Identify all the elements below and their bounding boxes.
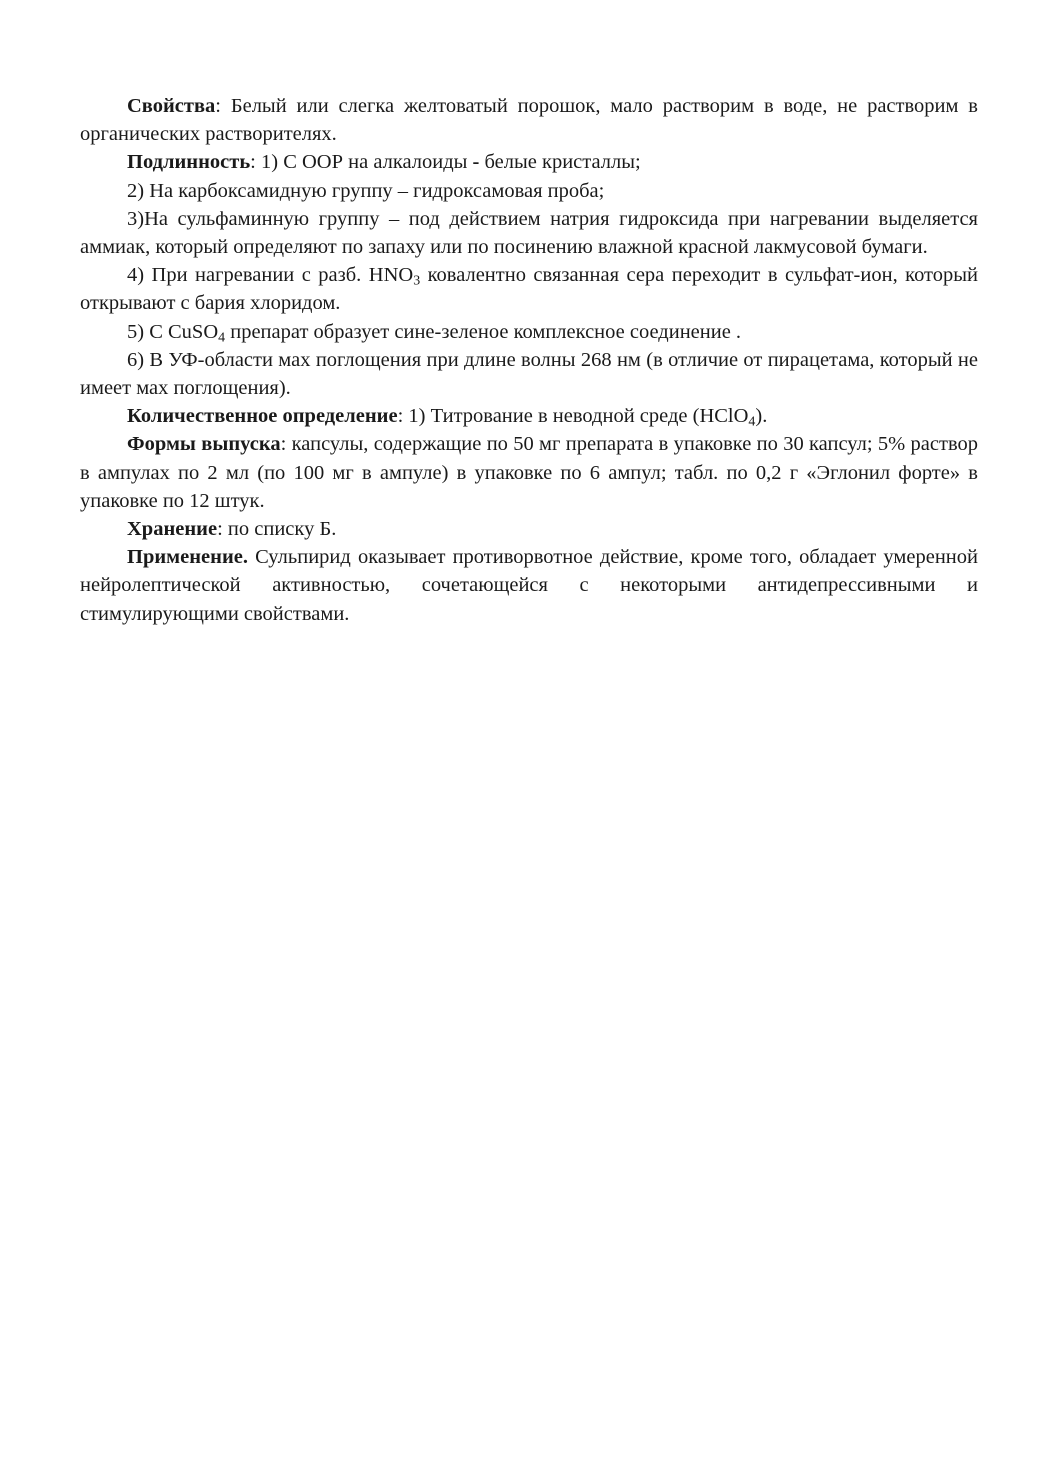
release-forms-heading: Формы выпуска bbox=[127, 433, 281, 456]
application-heading: Применение. bbox=[127, 546, 248, 569]
quantitative-subscript: 4 bbox=[748, 414, 756, 430]
document-page bbox=[80, 92, 978, 628]
quantitative-paragraph bbox=[80, 402, 978, 430]
authenticity-text-b: белые кристаллы; bbox=[479, 151, 641, 174]
item-5-text-a: 5) С CuSO bbox=[127, 320, 219, 343]
item-4-paragraph bbox=[80, 261, 978, 317]
properties-paragraph bbox=[80, 92, 978, 148]
item-4-text-b: ковалентно связанная сера переходит в сульфат-ион, который открывают с бария хлоридом. bbox=[80, 264, 978, 315]
item-3-paragraph: 3)На сульфаминную группу – под действием натрия гидроксида при нагревании выделяется аммиак, который определяют по запаху или по посинению влажной красной лакмусовой бумаги. bbox=[80, 207, 978, 259]
item-6-paragraph: 6) В УФ-области мах поглощения при длине волны 268 нм (в отличие от пирацетама, который не имеет мах поглощения). bbox=[80, 348, 978, 400]
item-5-text-b: препарат образует сине-зеленое комплексное соединение . bbox=[225, 320, 742, 343]
authenticity-heading: Подлинность bbox=[127, 151, 251, 174]
authenticity-text-a: : 1) С ООР на алкалоиды bbox=[250, 151, 473, 174]
storage-heading: Хранение bbox=[127, 518, 218, 541]
release-forms-text: : капсулы, содержащие по 50 мг препарата в упаковке по 30 капсул; 5% раствор в ампулах по 2 мл (по 100 мг в ампуле) в упаковке по 6 ампул; табл. по 0,2 г «Эглонил форте» в упаковке по 12 штук. bbox=[80, 433, 978, 512]
properties-text: : Белый или слегка желтоватый порошок, мало растворим в воде, не растворим в органических растворителях. bbox=[80, 95, 978, 146]
item-4-text-a: 4) При нагревании с разб. HNO bbox=[127, 264, 414, 287]
quantitative-heading: Количественное определение bbox=[127, 405, 398, 428]
quantitative-text-a: : 1) Титрование в неводной среде (HClO bbox=[397, 405, 749, 428]
release-forms-paragraph bbox=[80, 430, 978, 515]
application-text: Сульпирид оказывает противорвотное действие, кроме того, обладает умеренной нейролептической активностью, сочетающейся с некоторыми антидепрессивными и стимулирующими свойствами. bbox=[80, 546, 978, 625]
application-paragraph bbox=[80, 543, 978, 628]
item-2-paragraph: 2) На карбоксамидную группу – гидроксамовая проба; bbox=[127, 179, 605, 202]
properties-heading: Свойства bbox=[127, 95, 216, 117]
storage-paragraph bbox=[80, 515, 978, 543]
authenticity-paragraph bbox=[80, 148, 978, 176]
item-5-paragraph bbox=[80, 318, 978, 346]
authenticity-dash: - bbox=[472, 151, 480, 174]
storage-text: : по списку Б. bbox=[217, 518, 337, 541]
quantitative-text-b: ). bbox=[755, 405, 768, 428]
item-5-subscript: 4 bbox=[218, 330, 226, 346]
item-4-subscript: 3 bbox=[413, 273, 421, 289]
